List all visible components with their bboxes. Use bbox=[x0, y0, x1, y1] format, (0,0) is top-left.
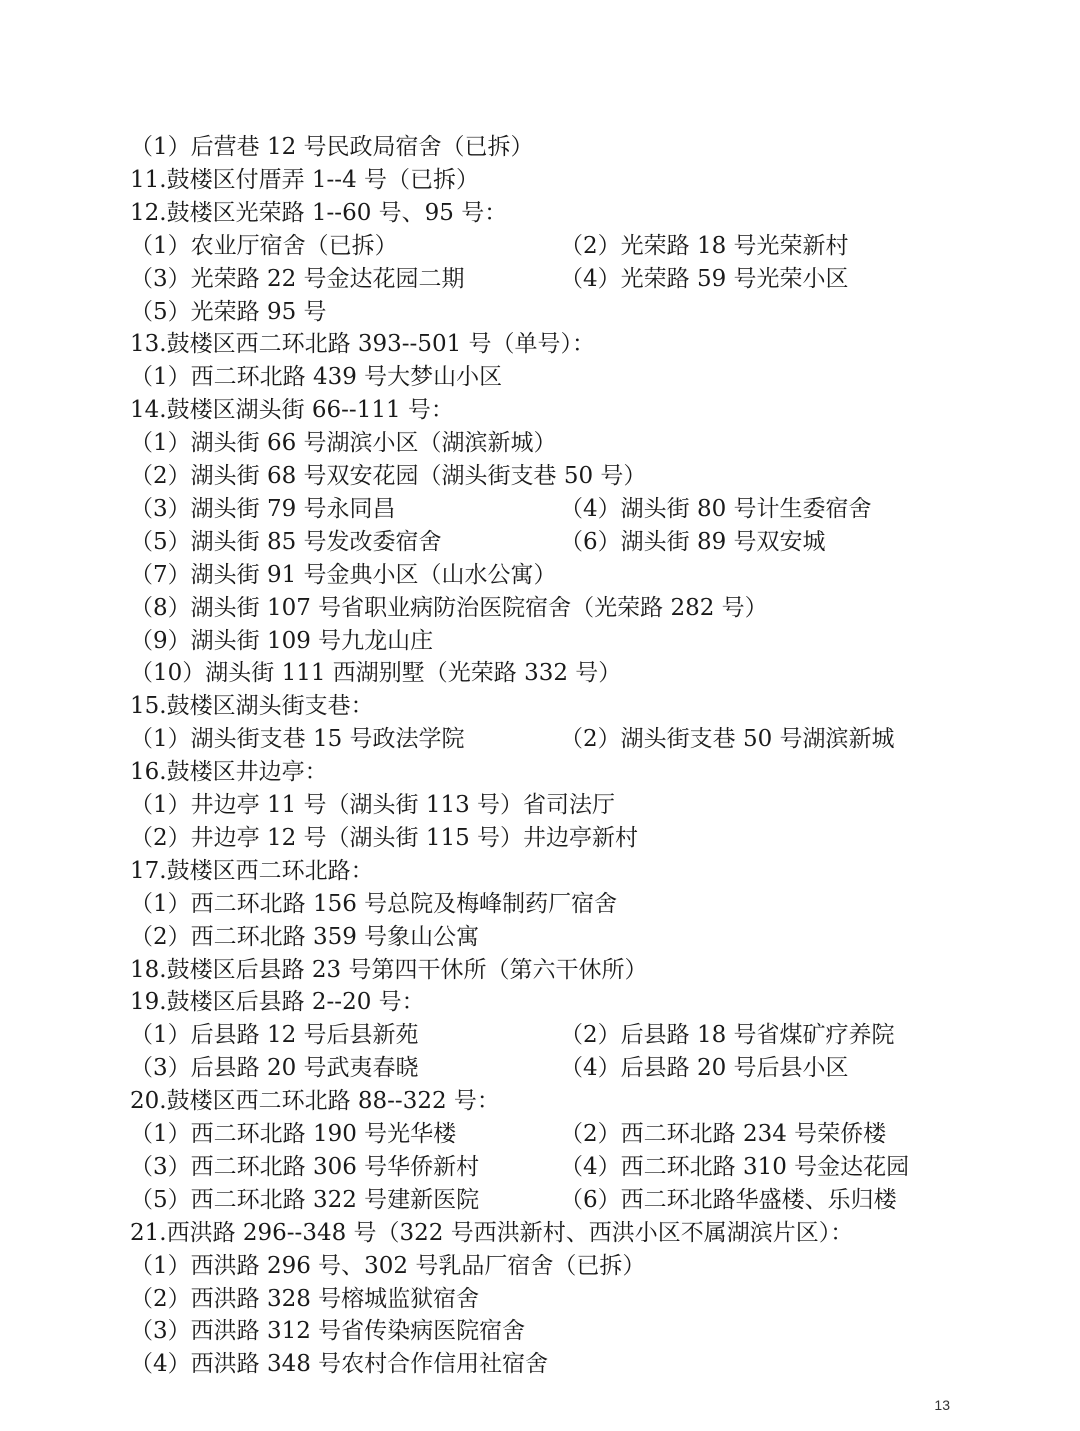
entry-text-second-column: （4）西二环北路 310 号金达花园 bbox=[560, 1153, 910, 1180]
entry-text: （4）西洪路 348 号农村合作信用社宿舍 bbox=[130, 1351, 549, 1378]
entry-text-second-column: （2）湖头街支巷 50 号湖滨新城 bbox=[560, 726, 895, 753]
entry-text: （1）湖头街 66 号湖滨小区（湖滨新城） bbox=[130, 430, 557, 457]
entry-text: 19.鼓楼区后县路 2--20 号： bbox=[130, 989, 425, 1016]
entry-text: （9）湖头街 109 号九龙山庄 bbox=[130, 627, 434, 654]
entry-text: （2）西二环北路 359 号象山公寓 bbox=[130, 923, 480, 950]
entry-text: （2）井边亭 12 号（湖头街 115 号）井边亭新村 bbox=[130, 824, 639, 851]
entry-text-second-column: （4）光荣路 59 号光荣小区 bbox=[560, 265, 849, 292]
entry-text: （3）后县路 20 号武夷春晓 bbox=[130, 1055, 419, 1082]
entry-text: （8）湖头街 107 号省职业病防治医院宿舍（光荣路 282 号） bbox=[130, 594, 768, 621]
entry-text-second-column: （2）后县路 18 号省煤矿疗养院 bbox=[560, 1022, 895, 1049]
entry-text: （1）西二环北路 439 号大梦山小区 bbox=[130, 364, 503, 391]
entry-text: （1）井边亭 11 号（湖头街 113 号）省司法厅 bbox=[130, 792, 616, 818]
entry-text: （1）湖头街支巷 15 号政法学院 bbox=[130, 726, 465, 753]
entry-text-second-column: （6）湖头街 89 号双安城 bbox=[560, 528, 826, 555]
entry-text: 17.鼓楼区西二环北路： bbox=[130, 857, 374, 884]
entry-text: （3）湖头街 79 号永同昌 bbox=[130, 495, 396, 522]
entry-text: （3）光荣路 22 号金达花园二期 bbox=[130, 265, 465, 292]
entry-text-second-column: （2）西二环北路 234 号荣侨楼 bbox=[560, 1121, 887, 1147]
entry-text: （5）湖头街 85 号发改委宿舍 bbox=[130, 528, 442, 555]
entry-text: 15.鼓楼区湖头街支巷： bbox=[130, 693, 374, 720]
entry-text: 12.鼓楼区光荣路 1--60 号、95 号： bbox=[130, 199, 508, 226]
entry-text: 18.鼓楼区后县路 23 号第四干休所（第六干休所） bbox=[130, 956, 648, 983]
entry-text: （1）西洪路 296 号、302 号乳品厂宿舍（已拆） bbox=[130, 1252, 646, 1279]
entry-text-second-column: （6）西二环北路华盛楼、乐归楼 bbox=[560, 1186, 897, 1213]
page-number: 13 bbox=[934, 1397, 950, 1413]
entry-text: （5）光荣路 95 号 bbox=[130, 298, 327, 325]
entry-text: （5）西二环北路 322 号建新医院 bbox=[130, 1186, 480, 1213]
entry-text: （1）农业厅宿舍（已拆） bbox=[130, 232, 398, 259]
entry-text: （10）湖头街 111 西湖别墅（光荣路 332 号） bbox=[130, 660, 622, 687]
entry-text: （1）后县路 12 号后县新苑 bbox=[130, 1022, 419, 1049]
entry-text: 14.鼓楼区湖头街 66--111 号： bbox=[130, 397, 454, 424]
entry-text-second-column: （4）后县路 20 号后县小区 bbox=[560, 1055, 849, 1082]
entry-text-second-column: （4）湖头街 80 号计生委宿舍 bbox=[560, 495, 872, 522]
entry-text-second-column: （2）光荣路 18 号光荣新村 bbox=[560, 232, 849, 259]
entry-text: （1）后营巷 12 号民政局宿舍（已拆） bbox=[130, 134, 534, 160]
entry-text: （2）西洪路 328 号榕城监狱宿舍 bbox=[130, 1285, 480, 1312]
entry-text: （1）西二环北路 190 号光华楼 bbox=[130, 1121, 457, 1147]
entry-text: （2）湖头街 68 号双安花园（湖头街支巷 50 号） bbox=[130, 463, 647, 489]
entry-text: （3）西洪路 312 号省传染病医院宿舍 bbox=[130, 1318, 526, 1345]
entry-text: （1）西二环北路 156 号总院及梅峰制药厂宿舍 bbox=[130, 890, 618, 917]
entry-text: 20.鼓楼区西二环北路 88--322 号： bbox=[130, 1088, 500, 1115]
entry-text: （3）西二环北路 306 号华侨新村 bbox=[130, 1153, 480, 1180]
entry-text: 13.鼓楼区西二环北路 393--501 号（单号）： bbox=[130, 331, 596, 358]
entry-text: 16.鼓楼区井边亭： bbox=[130, 759, 328, 786]
entry-text: （7）湖头街 91 号金典小区（山水公寓） bbox=[130, 561, 557, 588]
entry-text: 11.鼓楼区付厝弄 1--4 号（已拆） bbox=[130, 166, 480, 193]
entry-text: 21.西洪路 296--348 号（322 号西洪新村、西洪小区不属湖滨片区）： bbox=[130, 1219, 854, 1246]
